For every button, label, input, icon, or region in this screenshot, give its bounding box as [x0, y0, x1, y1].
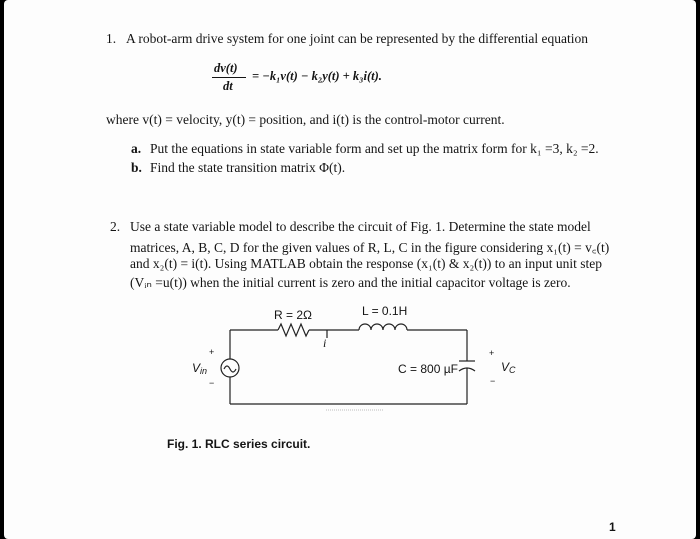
- page-number: 1: [609, 520, 616, 534]
- equation-rhs: = −k₁v(t) − k₂y(t) + k₃i(t).: [252, 69, 382, 83]
- part-a-label: a.: [131, 141, 142, 156]
- part-b-label: b.: [131, 160, 142, 175]
- rlc-circuit-diagram: [4, 0, 696, 539]
- sine-wave-icon: [224, 366, 236, 372]
- capacitor-plus-sign: +: [489, 348, 495, 358]
- problem2-line-1: Use a state variable model to describe the circuit of Fig. 1. Determine the state model: [130, 219, 591, 234]
- equation-numerator: dv(t): [214, 61, 238, 75]
- capacitor-label: C = 800 µF: [398, 362, 458, 376]
- problem1-number: 1.: [106, 31, 117, 46]
- problem1-where-line: where v(t) = velocity, y(t) = position, and i(t) is the control-motor current.: [106, 112, 505, 127]
- capacitor-voltage-label: $V_C$: [501, 360, 516, 375]
- resistor-label: R = 2Ω: [274, 308, 312, 322]
- problem2-line-4: (Vᵢₙ =u(t)) when the initial current is zero and the initial capacitor voltage is zero.: [130, 275, 571, 290]
- capacitor-minus-sign: −: [490, 376, 496, 386]
- source-voltage-label: $V_{in}$: [192, 361, 208, 376]
- problem2-line-2: matrices, A, B, C, D for the given values of R, L, C in the figure considering x₁(t) = v꜀(t): [130, 240, 610, 255]
- problem2-line-3: and x₂(t) = i(t). Using MATLAB obtain the response (x₁(t) & x₂(t)) to an input unit step: [130, 256, 603, 271]
- resistor-symbol: [278, 324, 309, 336]
- inductor-symbol: [359, 324, 407, 330]
- inductor-label: L = 0.1H: [362, 304, 408, 318]
- part-a-text: Put the equations in state variable form and set up the matrix form for k₁ =3, k₂ =2.: [150, 141, 599, 156]
- problem1-intro: A robot-arm drive system for one joint can be represented by the differential equation: [126, 31, 588, 46]
- current-label: i: [323, 336, 327, 350]
- source-minus-sign: −: [209, 378, 215, 388]
- document-page: [4, 0, 696, 539]
- part-b-text: Find the state transition matrix Φ(t).: [150, 160, 346, 175]
- equation-denominator: dt: [223, 79, 233, 93]
- problem2-number: 2.: [110, 219, 121, 234]
- figure-caption: Fig. 1. RLC series circuit.: [167, 437, 311, 451]
- source-plus-sign: +: [209, 347, 215, 357]
